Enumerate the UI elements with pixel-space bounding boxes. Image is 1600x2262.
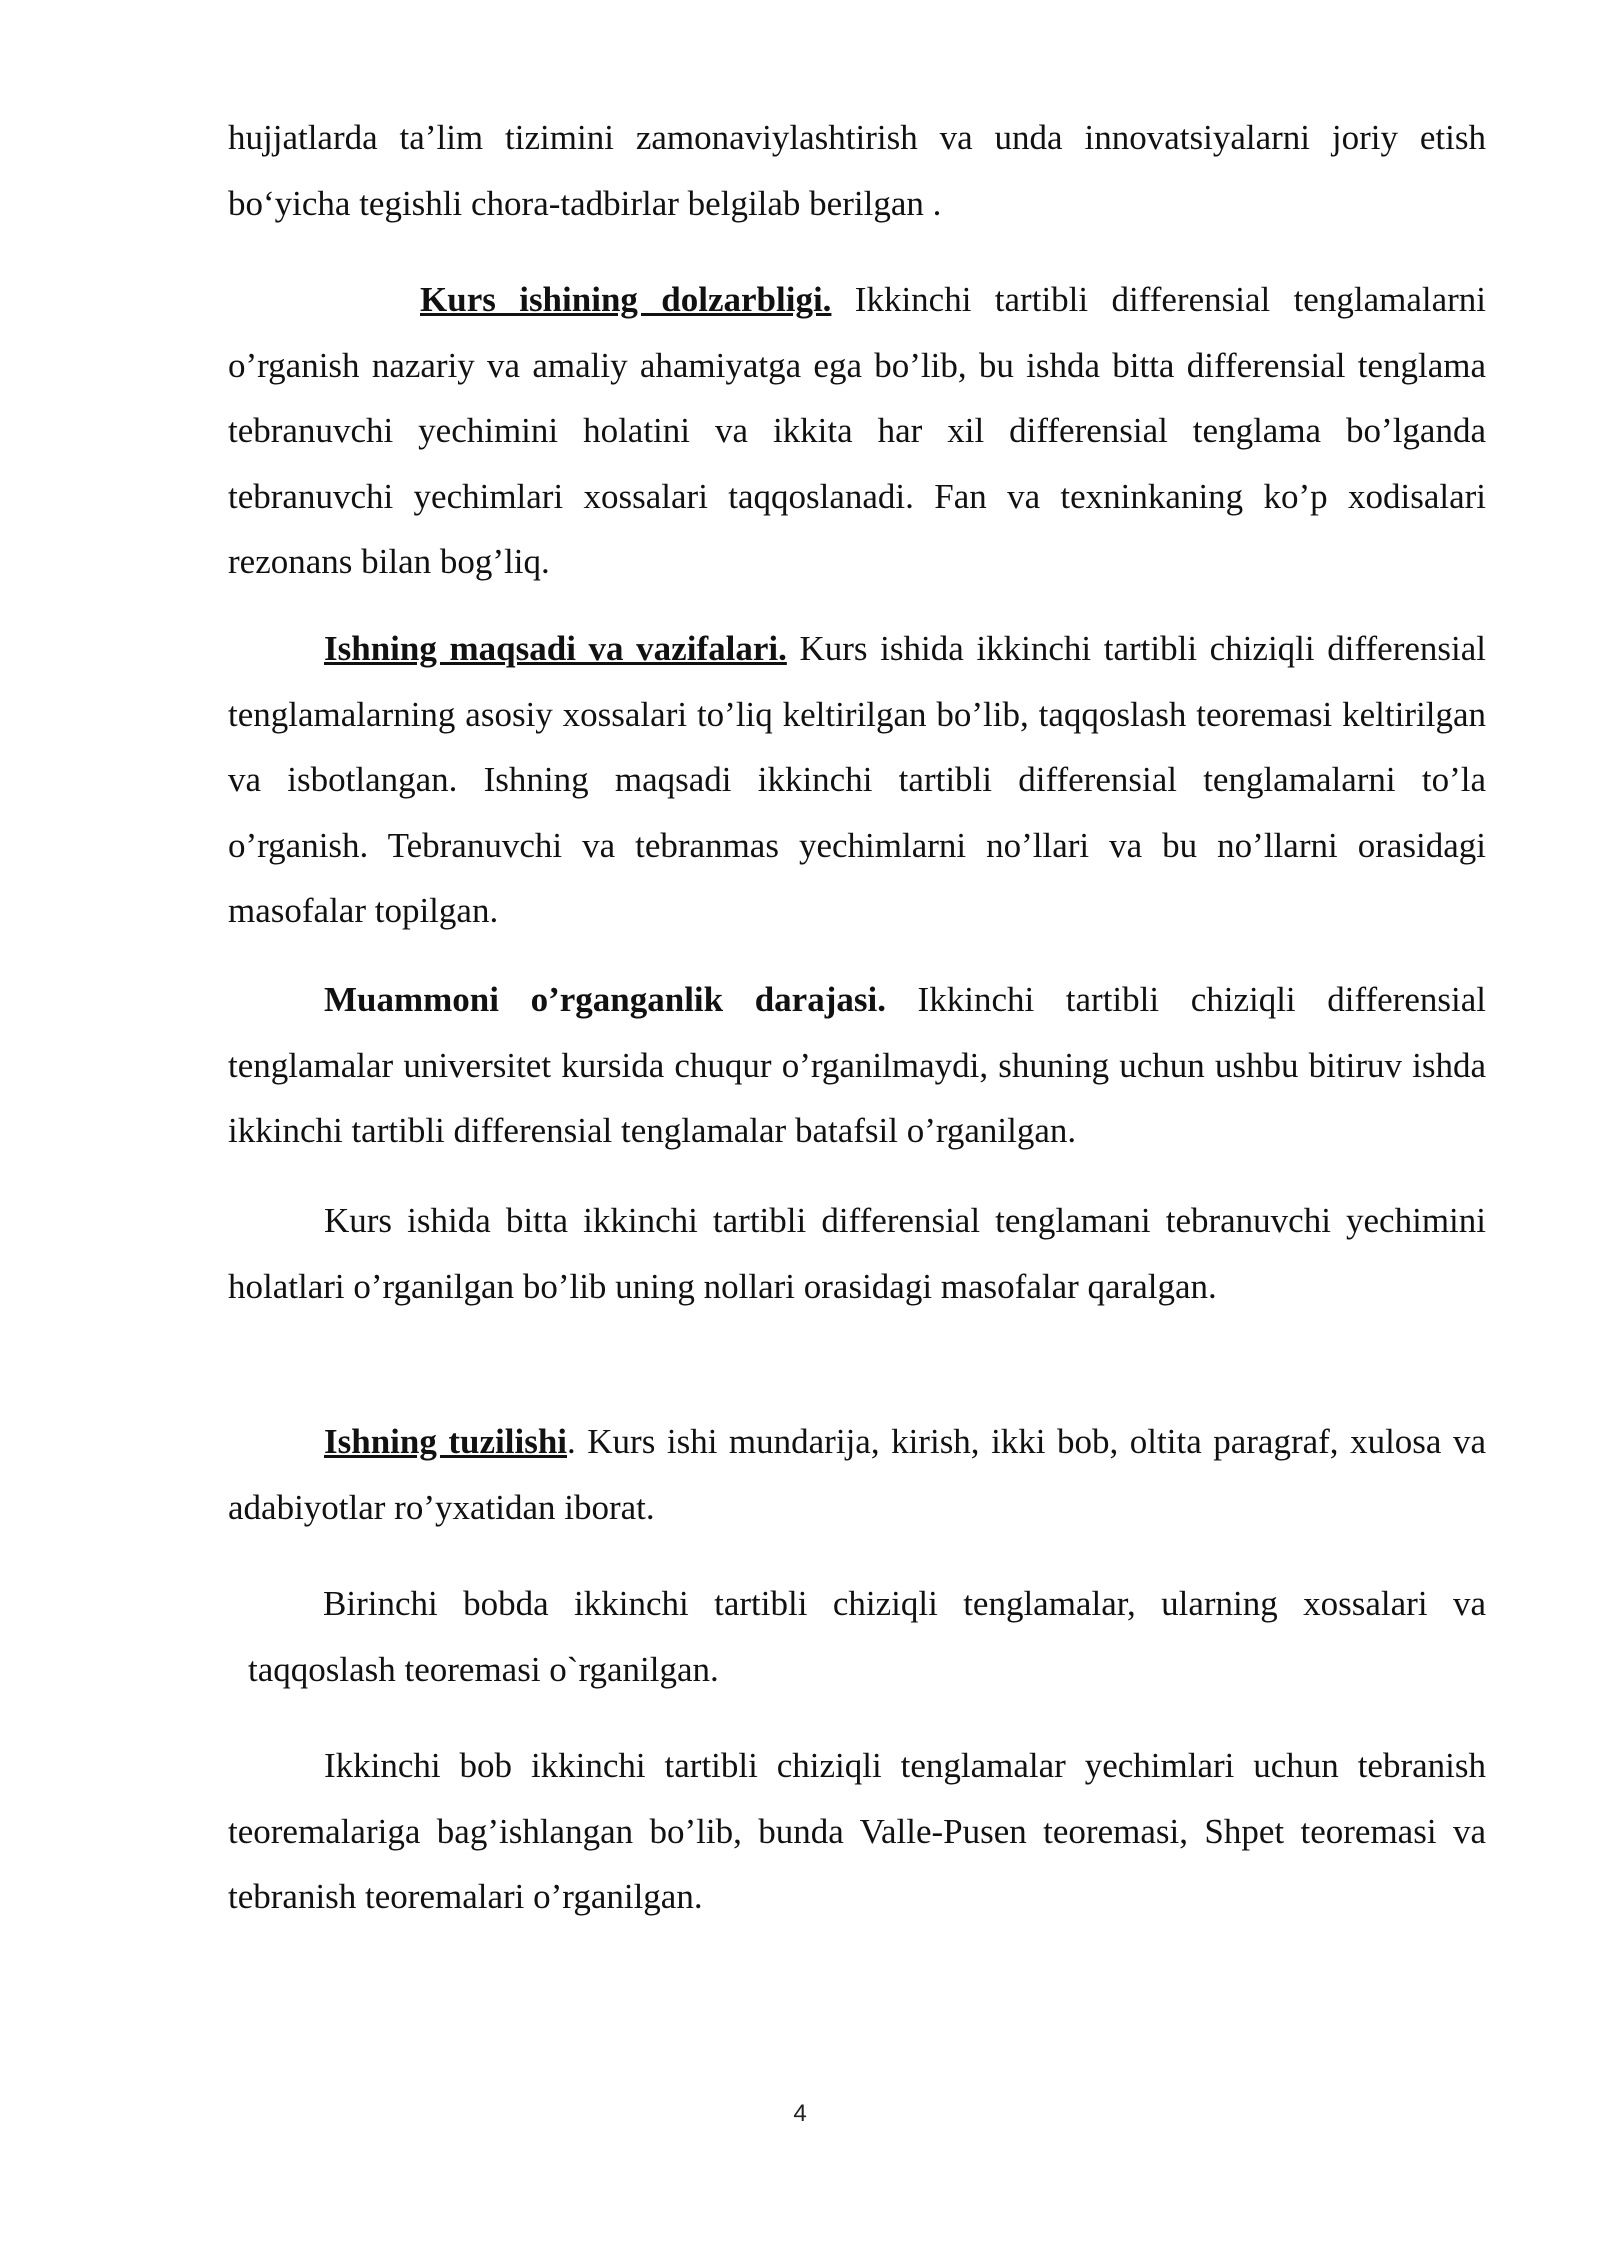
page-number: 4 xyxy=(793,2100,807,2127)
paragraph-text: Kurs ishida bitta ikkinchi tartibli differensial tenglamani tebranuvchi yechimini holatlari o’rganilgan bo’lib uning nollari orasidagi masofalar qaralgan. xyxy=(228,1201,1486,1306)
paragraph-chapter-one xyxy=(248,1571,1486,1702)
paragraph-study-level xyxy=(228,967,1486,1164)
paragraph-structure xyxy=(228,1409,1486,1540)
paragraph-text: Ikkinchi bob ikkinchi tartibli chiziqli tenglamalar yechimlari uchun tebranish teoremalariga bag’ishlangan bo’lib, bunda Valle-Pusen teoremasi, Shpet teoremasi va tebranish teoremalari o’rganilgan. xyxy=(228,1746,1486,1916)
paragraph-text: Ikkinchi tartibli chiziqli differensial tenglamalar universitet kursida chuqur o’rganilmaydi, shuning uchun ushbu bitiruv ishda ikkinchi tartibli differensial tenglamalar batafsil o’rganilgan. xyxy=(228,980,1486,1150)
paragraph-text: Ikkinchi tartibli differensial tenglamalarni o’rganish nazariy va amaliy ahamiyatga ega bo’lib, bu ishda bitta differensial tenglama tebranuvchi yechimini holatini va ikkita har xil differensial tenglama bo’lganda tebranuvchi yechimlari xossalari taqqoslanadi. Fan va texninkaning ko’p xodisalari rezonans bilan bog’liq. xyxy=(228,280,1486,581)
paragraph-text: Kurs ishida ikkinchi tartibli chiziqli differensial tenglamalarning asosiy xossalari to’liq keltirilgan bo’lib, taqqoslash teoremasi keltirilgan va isbotlangan. Ishning maqsadi ikkinchi tartibli differensial tenglamalarni to’la o’rganish. Tebranuvchi va tebranmas yechimlarni no’llari va bu no’llarni orasidagi masofalar topilgan. xyxy=(228,629,1486,930)
paragraph-course-work xyxy=(228,1188,1486,1319)
section-heading-structure: Ishning tuzilishi xyxy=(324,1422,568,1461)
paragraph-chapter-two xyxy=(228,1733,1486,1930)
paragraph-text: Birinchi bobda ikkinchi tartibli chiziqli tenglamalar, ularning xossalari va taqqoslash teoremasi o`rganilgan. xyxy=(248,1584,1486,1689)
section-heading-relevance: Kurs ishining dolzarbligi. xyxy=(420,280,832,319)
paragraph-relevance xyxy=(228,267,1486,595)
section-heading-study-level: Muammoni o’rganganlik darajasi. xyxy=(324,980,886,1019)
paragraph-goals xyxy=(228,616,1486,944)
paragraph-text: . Kurs ishi mundarija, kirish, ikki bob, oltita paragraf, xulosa va adabiyotlar ro’yxatidan iborat. xyxy=(228,1422,1486,1527)
paragraph-text: hujjatlarda ta’lim tizimini zamonaviylashtirish va unda innovatsiyalarni joriy etish bo‘yicha tegishli chora-tadbirlar belgilab berilgan . xyxy=(228,118,1486,223)
paragraph-intro xyxy=(228,105,1486,236)
section-heading-goals: Ishning maqsadi va vazifalari. xyxy=(324,629,787,668)
